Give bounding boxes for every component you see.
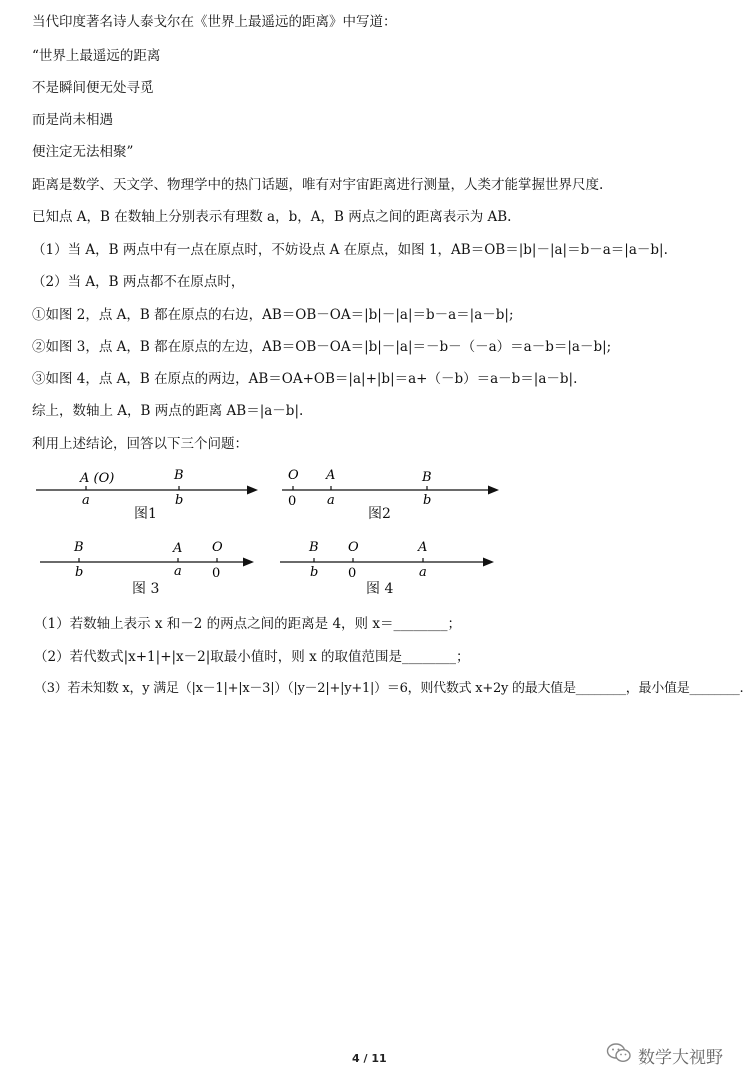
label-point-b: B [422, 470, 432, 485]
question-2: （2）若代数式|x+1|+|x－2|取最小值时，则 x 的取值范围是________； [34, 649, 470, 665]
summary-line: 综上，数轴上 A，B 两点的距离 AB＝|a－b|. [32, 403, 304, 419]
case-2c: ③如图 4，点 A，B 在原点的两边，AB＝OA+OB＝|a|+|b|＝a+（－b）＝a－b＝|a－b|. [32, 371, 578, 387]
case-2b: ②如图 3，点 A，B 都在原点的左边，AB＝OB－OA＝|b|－|a|＝－b－（－a）＝a－b＝|a－b|; [32, 339, 612, 355]
intro-line: 距离是数学、天文学、物理学中的热门话题，唯有对宇宙距离进行测量，人类才能掌握世界尺度. [32, 177, 604, 193]
label-value-o: 0 [348, 566, 357, 581]
label-point-a: A [326, 468, 336, 483]
intro-line: 当代印度著名诗人泰戈尔在《世界上最遥远的距离》中写道： [32, 14, 397, 30]
arrow-head [483, 558, 494, 567]
poem-line: “世界上最遥远的距离 [32, 48, 161, 64]
label-point-a: A [418, 540, 428, 555]
arrow-head [247, 486, 258, 495]
label-value-b: b [75, 565, 84, 580]
poem-line: 便注定无法相聚” [32, 144, 134, 160]
label-value-b: b [310, 565, 319, 580]
label-point-b: B [174, 468, 184, 483]
figure-3-caption: 图 3 [132, 581, 160, 597]
figure-4-number-line [274, 537, 504, 582]
label-point-a: A [173, 541, 183, 556]
figure-2-number-line [276, 465, 506, 510]
arrow-head [243, 558, 254, 567]
watermark-text: 数学大视野 [638, 1048, 723, 1068]
label-value-a: a [327, 493, 335, 508]
label-point-o: O [348, 540, 359, 555]
wechat-icon [606, 1042, 632, 1069]
intro-line: 已知点 A，B 在数轴上分别表示有理数 a，b，A，B 两点之间的距离表示为 AB. [32, 209, 512, 225]
case-1: （1）当 A，B 两点中有一点在原点时，不妨设点 A 在原点，如图 1，AB＝OB＝|b|－|a|＝b－a＝|a－b|. [32, 242, 668, 258]
label-point-o: O [212, 540, 223, 555]
label-value-b: b [175, 493, 184, 508]
poem-line: 不是瞬间便无处寻觅 [32, 80, 154, 96]
label-value-a: a [82, 493, 90, 508]
prompt-line: 利用上述结论，回答以下三个问题： [32, 436, 248, 452]
poem-line: 而是尚未相遇 [32, 112, 113, 128]
question-3: （3）若未知数 x，y 满足（|x－1|+|x－3|）（|y－2|+|y+1|）＝6，则代数式 x+2y 的最大值是________，最小值是________. [34, 681, 744, 696]
page-number: 4 / 11 [352, 1052, 387, 1065]
label-point-a: A (O) [80, 471, 115, 486]
label-value-b: b [423, 493, 432, 508]
label-value-a: a [419, 565, 427, 580]
figure-4-caption: 图 4 [366, 581, 394, 597]
label-point-b: B [309, 540, 319, 555]
figure-3-number-line [34, 537, 264, 582]
case-2a: ①如图 2，点 A，B 都在原点的右边，AB＝OB－OA＝|b|－|a|＝b－a＝|a－b|; [32, 307, 514, 323]
label-point-o: O [288, 468, 299, 483]
label-value-o: 0 [288, 494, 297, 509]
figure-1-caption: 图1 [134, 506, 157, 522]
arrow-head [488, 486, 499, 495]
question-1: （1）若数轴上表示 x 和－2 的两点之间的距离是 4，则 x＝________； [34, 616, 461, 632]
watermark [606, 1042, 723, 1069]
figure-2-caption: 图2 [368, 506, 391, 522]
label-point-b: B [74, 540, 84, 555]
label-value-a: a [174, 564, 182, 579]
case-2: （2）当 A，B 两点都不在原点时， [32, 274, 245, 290]
label-value-o: 0 [212, 566, 221, 581]
